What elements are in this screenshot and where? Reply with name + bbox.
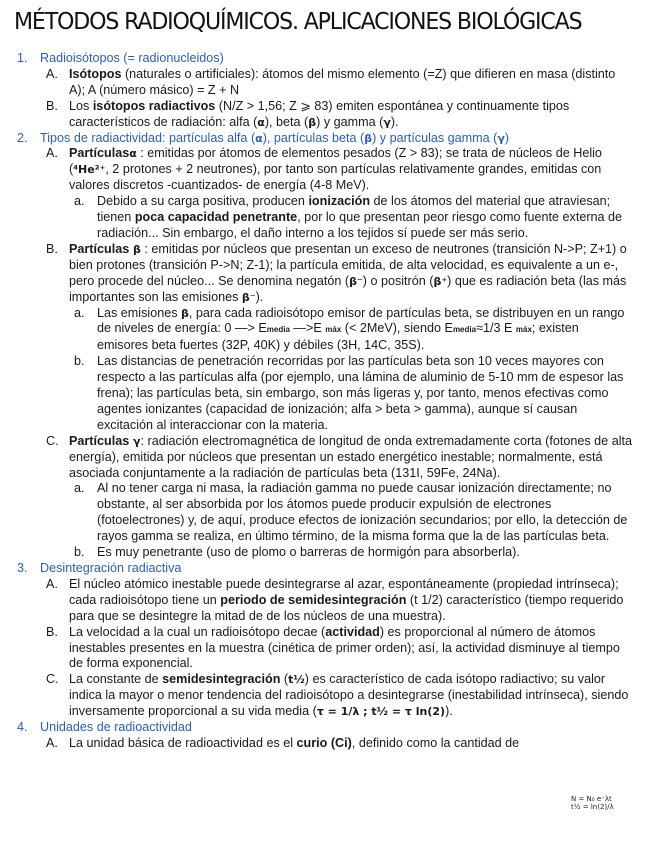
page-title: MÉTODOS RADIOQUÍMICOS. APLICACIONES BIOLÓGICAS xyxy=(14,9,582,35)
item-marker: A. xyxy=(46,66,58,81)
section-number: 3. xyxy=(17,561,28,575)
sub-list-item xyxy=(0,194,646,242)
text: Debido a su carga positiva, producen xyxy=(97,194,309,209)
text: La unidad básica de radioactividad es el xyxy=(69,735,297,750)
handwritten-symbol: α xyxy=(257,115,265,129)
item-marker: A. xyxy=(46,735,58,750)
list-item xyxy=(0,434,646,482)
note-line: N = N₀ e⁻λt xyxy=(571,795,612,803)
item-marker: B. xyxy=(46,624,58,639)
bold-term: Partículas xyxy=(69,241,130,256)
text: ) que es radiación beta (las más importantes son las emisiones xyxy=(69,273,627,304)
text: : radiación electromagnética de longitud de onda extremadamente corta (fotones de alta energía), emitida por núcleos que presentan un estado energético inestable; normalmente, está asociada conjuntamente a la radiación de partículas beta (131I, 59Fe, 24Na). xyxy=(69,433,632,480)
bold-term: ionización xyxy=(308,194,371,209)
text: , 2 protones + 2 neutrones), por tanto son partículas relativamente grandes, emitidas con valores discretos -cuantizados- de energía (4-8 MeV). xyxy=(69,162,602,193)
item-marker: B. xyxy=(46,241,58,256)
bold-term: Partículas xyxy=(69,146,130,161)
handwritten-symbol: β⁻ xyxy=(241,290,256,304)
item-marker: b. xyxy=(74,354,85,369)
bold-term: isótopos radiactivos xyxy=(92,98,216,113)
text: , para cada radioisótopo emisor de partículas beta, se distribuyen en un rango de niveles de energía: 0 —> E xyxy=(97,305,625,336)
handwritten-symbol: β⁺ xyxy=(433,274,448,288)
item-marker: A. xyxy=(46,146,58,161)
text: Las distancias de penetración recorridas por las partículas beta son 10 veces mayores con respecto a las partículas alfa (por ejemplo, una lámina de aluminio de 5-10 mm de espesor las frena); las partículas beta, sin embargo, son más ligeras y, por tanto, menos efectivas como agentes ionizantes (capacidad de ionización; alfa > beta > gamma), aunque sí causan excitación al interaccionar con la materia. xyxy=(97,354,624,432)
sub-list-item xyxy=(0,306,646,355)
section-title: Unidades de radioactividad xyxy=(40,720,192,735)
handwritten-symbol: β xyxy=(181,306,189,320)
handwritten-symbol: γ xyxy=(129,434,141,448)
bold-term: poca capacidad penetrante xyxy=(134,210,298,225)
handwritten-symbol: γ xyxy=(497,131,505,145)
section-title: Tipos de radiactividad: partículas alfa ( xyxy=(40,130,256,145)
text: ). xyxy=(390,114,399,129)
text: La constante de xyxy=(69,672,163,687)
text: La velocidad a la cual un radioisótopo decae ( xyxy=(69,624,326,639)
handwritten-symbol: β xyxy=(364,131,373,145)
handwritten-symbol: α xyxy=(255,131,263,145)
list-item xyxy=(0,625,646,673)
text: ( xyxy=(280,672,289,687)
sub-list-item xyxy=(0,354,646,434)
section-number: 4. xyxy=(17,720,28,735)
text: El núcleo atómico inestable puede desintegrarse al azar, espontáneamente (propiedad intrínseca); cada radioisótopo tiene un xyxy=(69,576,619,607)
text: ). xyxy=(445,704,453,719)
item-marker: a. xyxy=(74,194,85,209)
section-heading-1 xyxy=(0,51,646,67)
item-marker: b. xyxy=(74,545,85,560)
text: , por lo que presentan peor riesgo como fuente externa de radiación... Sin embargo, el daño interno a los tejidos sí puede ser más serio. xyxy=(97,210,623,240)
list-item xyxy=(0,146,646,194)
text: —>E xyxy=(289,321,326,336)
text: ) es característico de cada isótopo radiactivo; su valor indica la mayor o menor tendencia del radioisótopo a desintegrarse (inestabilidad intrínseca), siendo inversamente proporcional a su vida media ( xyxy=(69,672,629,719)
text: ) y gamma ( xyxy=(316,114,384,129)
text: Al no tener carga ni masa, la radiación gamma no puede causar ionización directamente; no obstante, al ser absorbida por los átomos puede producir expulsión de electrones (fotoelectrones) y, de aquí, produce efectos de ionización secundarios; por ello, la detección de rayos gamma se realiza, en último término, de la misma forma que la de las partículas beta. xyxy=(97,481,628,544)
text: ; existen emisores beta fuertes (32P, 40K) y débiles (3H, 14C, 35S). xyxy=(97,321,579,353)
bold-term: actividad xyxy=(325,624,380,639)
item-marker: a. xyxy=(74,305,85,320)
text: : emitidas por átomos de elementos pesados (Z > 83); se trata de núcleos de Helio ( xyxy=(69,146,602,177)
section-title: ) y partículas gamma ( xyxy=(372,130,498,145)
subscript: media xyxy=(266,325,290,335)
subscript: máx xyxy=(325,325,342,335)
text: (N/Z > 1,56; Z ⩾ 83) emiten espontánea y continuamente tipos característicos de radiación: alfa ( xyxy=(69,98,570,129)
subscript: máx xyxy=(515,325,532,335)
text: ) es proporcional al número de átomos inestables presentes en la muestra (cinética de primer orden); así, la actividad disminuye al tiempo de forma exponencial. xyxy=(69,624,620,671)
handwritten-symbol: β⁻ xyxy=(349,274,363,288)
list-item xyxy=(0,99,646,131)
list-item xyxy=(0,242,646,306)
text: : emitidas por núcleos que presentan un exceso de neutrones (transición N->P; Z+1) o bien protones (transición P->N; Z-1); la partícula emitida, de alta velocidad, es equivalente a un e-, pero procede del núcleo... Se denomina negatón ( xyxy=(69,241,627,288)
handwritten-formula: τ = 1/λ ; t½ = τ ln(2) xyxy=(316,705,446,719)
handwritten-symbol: β xyxy=(129,242,141,256)
section-title: ) xyxy=(504,130,510,145)
sub-list-item xyxy=(0,481,646,545)
handwritten-symbol: α xyxy=(129,147,137,161)
handwritten-symbol: β xyxy=(308,115,317,129)
bold-term: Partículas xyxy=(69,433,130,448)
section-heading-3 xyxy=(0,561,646,577)
text: , definido como la cantidad de xyxy=(351,735,520,750)
bold-term: periodo de semidesintegración xyxy=(220,592,407,607)
section-title: Radioisótopos (= radionucleidos) xyxy=(40,51,224,65)
text: ≈1/3 E xyxy=(476,321,516,336)
list-item xyxy=(0,67,646,99)
text: (naturales o artificiales): átomos del mismo elemento (=Z) que difieren en masa (distinto A); A (número másico) = Z + N xyxy=(69,66,616,97)
item-marker: a. xyxy=(74,481,85,496)
item-marker: B. xyxy=(46,98,58,113)
bold-term: Isótopos xyxy=(69,66,122,81)
text: ), beta ( xyxy=(264,114,309,129)
text: de los átomos del material que atraviesan; tienen xyxy=(97,194,611,225)
list-item xyxy=(0,736,646,752)
text: Las emisiones xyxy=(97,305,181,320)
section-number: 2. xyxy=(17,130,28,145)
note-line: t½ = ln(2)/λ xyxy=(571,803,614,811)
item-marker: A. xyxy=(46,576,58,591)
section-title: ), partículas beta ( xyxy=(262,130,365,145)
bold-term: semidesintegración xyxy=(162,672,281,687)
text: (t 1/2) característico (tiempo requerido para que se desintegre la mitad de de los núcleos de una muestra). xyxy=(69,592,624,623)
sub-list-item xyxy=(0,545,646,561)
document-body xyxy=(0,51,646,752)
section-number: 1. xyxy=(17,51,28,65)
handwritten-symbol: ⁴He²⁺ xyxy=(73,163,106,177)
text: (< 2MeV), siendo E xyxy=(341,321,453,336)
section-heading-2 xyxy=(0,131,646,147)
section-heading-4 xyxy=(0,720,646,736)
text: ) o positrón ( xyxy=(362,273,434,288)
section-title: Desintegración radiactiva xyxy=(40,561,182,575)
bold-term: curio (Ci) xyxy=(296,735,352,750)
handwritten-symbol: t½ xyxy=(288,673,305,687)
text: Los xyxy=(69,98,93,113)
list-item xyxy=(0,672,646,720)
handwritten-margin-note xyxy=(571,795,641,811)
text: Es muy penetrante (uso de plomo o barreras de hormigón para absorberla). xyxy=(97,545,520,560)
subscript: media xyxy=(452,325,477,335)
item-marker: C. xyxy=(46,672,59,687)
item-marker: C. xyxy=(46,433,59,448)
text: ). xyxy=(255,289,264,304)
handwritten-symbol: γ xyxy=(383,115,391,129)
list-item xyxy=(0,577,646,625)
